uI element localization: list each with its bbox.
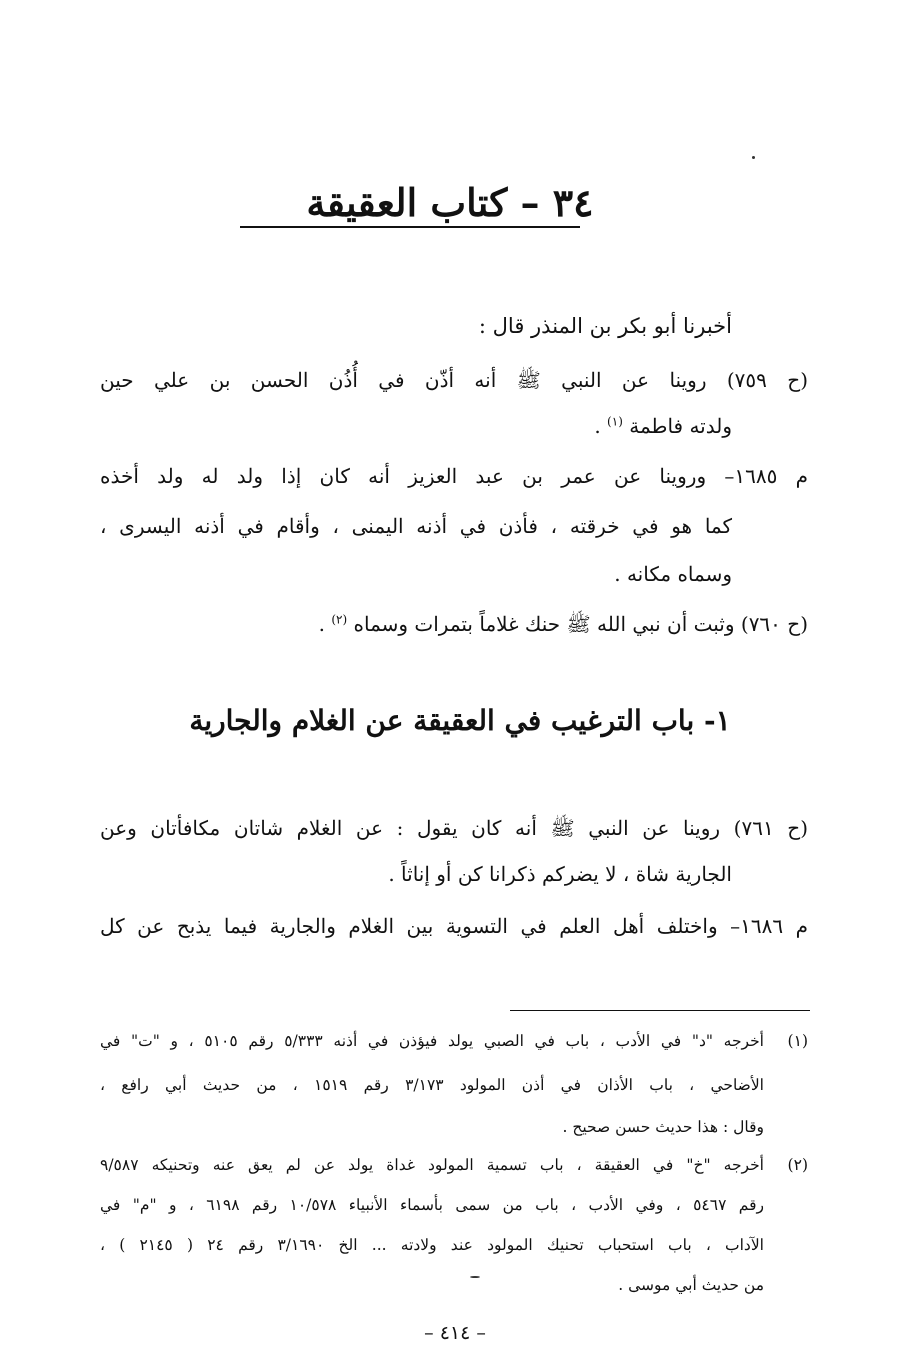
footnote-separator [510,1010,810,1011]
footnote-2-number: (٢) [787,1156,808,1174]
footnote-ref-2: (٢) [331,612,348,627]
hadith-759-text: ولدته فاطمة [629,414,732,438]
hadith-761-line-1: (ح ٧٦١) روينا عن النبي ﷺ أنه كان يقول : عن الغلام شاتان مكافأتان وعن [100,816,809,840]
hadith-759-line-1: (ح ٧٥٩) روينا عن النبي ﷺ أنه أذّن في أُذُن الحسن بن علي حين [100,368,808,392]
masala-1685-line-2: كما هو في خرقته ، فأذن في أذنه اليمنى ، وأقام في أذنه اليسرى ، [100,514,732,538]
footnote-1-line-1: أخرجه "د" في الأدب ، باب في الصبي يولد فيؤذن في أذنه ٥/٣٣٣ رقم ٥١٠٥ ، و "ت" في [100,1032,764,1050]
footnote-1-line-2: الأضاحي ، باب الأذان في أذن المولود ٣/١٧٣ رقم ١٥١٩ ، من حديث أبي رافع ، [100,1076,764,1094]
masala-1685-line-1: م ١٦٨٥– وروينا عن عمر بن عبد العزيز أنه كان إذا ولد له ولد أخذه [100,464,808,488]
footnote-1-line-3: وقال : هذا حديث حسن صحيح . [562,1118,764,1136]
scan-speck [752,156,755,159]
hadith-761-line-2: الجارية شاة ، لا يضركم ذكرانا كن أو إناثاً . [388,862,732,886]
title-underline [240,226,580,228]
masala-1686-line-1: م ١٦٨٦– واختلف أهل العلم في التسوية بين الغلام والجارية فيما يذبح عن كل [100,914,808,938]
hadith-760-end: . [318,612,325,636]
footnote-2-line-3: الآداب ، باب استحباب تحنيك المولود عند ولادته ... الخ ٣/١٦٩٠ رقم ٢٤ ( ٢١٤٥ ) ، [100,1236,764,1254]
hadith-759-end: . [594,414,601,438]
masala-1685-line-3: وسماه مكانه . [614,562,732,586]
scan-speck [470,1276,480,1278]
page-number: – ٤١٤ – [424,1322,486,1344]
intro-line: أخبرنا أبو بكر بن المنذر قال : [478,314,732,338]
hadith-759-line-2 [594,414,732,438]
hadith-760-line [319,612,808,636]
hadith-760-text: (ح ٧٦٠) وثبت أن نبي الله ﷺ حنك غلاماً بتمرات وسماه [353,612,808,636]
footnote-2-line-1: أخرجه "خ" في العقيقة ، باب تسمية المولود غداة يولد عن لم يعق عنه وتحنيكه ٩/٥٨٧ [100,1156,764,1174]
book-title: ٣٤ – كتاب العقيقة [306,180,594,225]
chapter-title: ١- باب الترغيب في العقيقة عن الغلام والجارية [189,704,731,737]
footnote-2-line-4: من حديث أبي موسى . [618,1276,764,1294]
footnote-ref-1: (١) [607,414,623,429]
footnote-2-line-2: رقم ٥٤٦٧ ، وفي الأدب ، باب من سمى بأسماء الأنبياء ١٠/٥٧٨ رقم ٦١٩٨ ، و "م" في [100,1196,764,1214]
footnote-1-number: (١) [787,1032,808,1050]
